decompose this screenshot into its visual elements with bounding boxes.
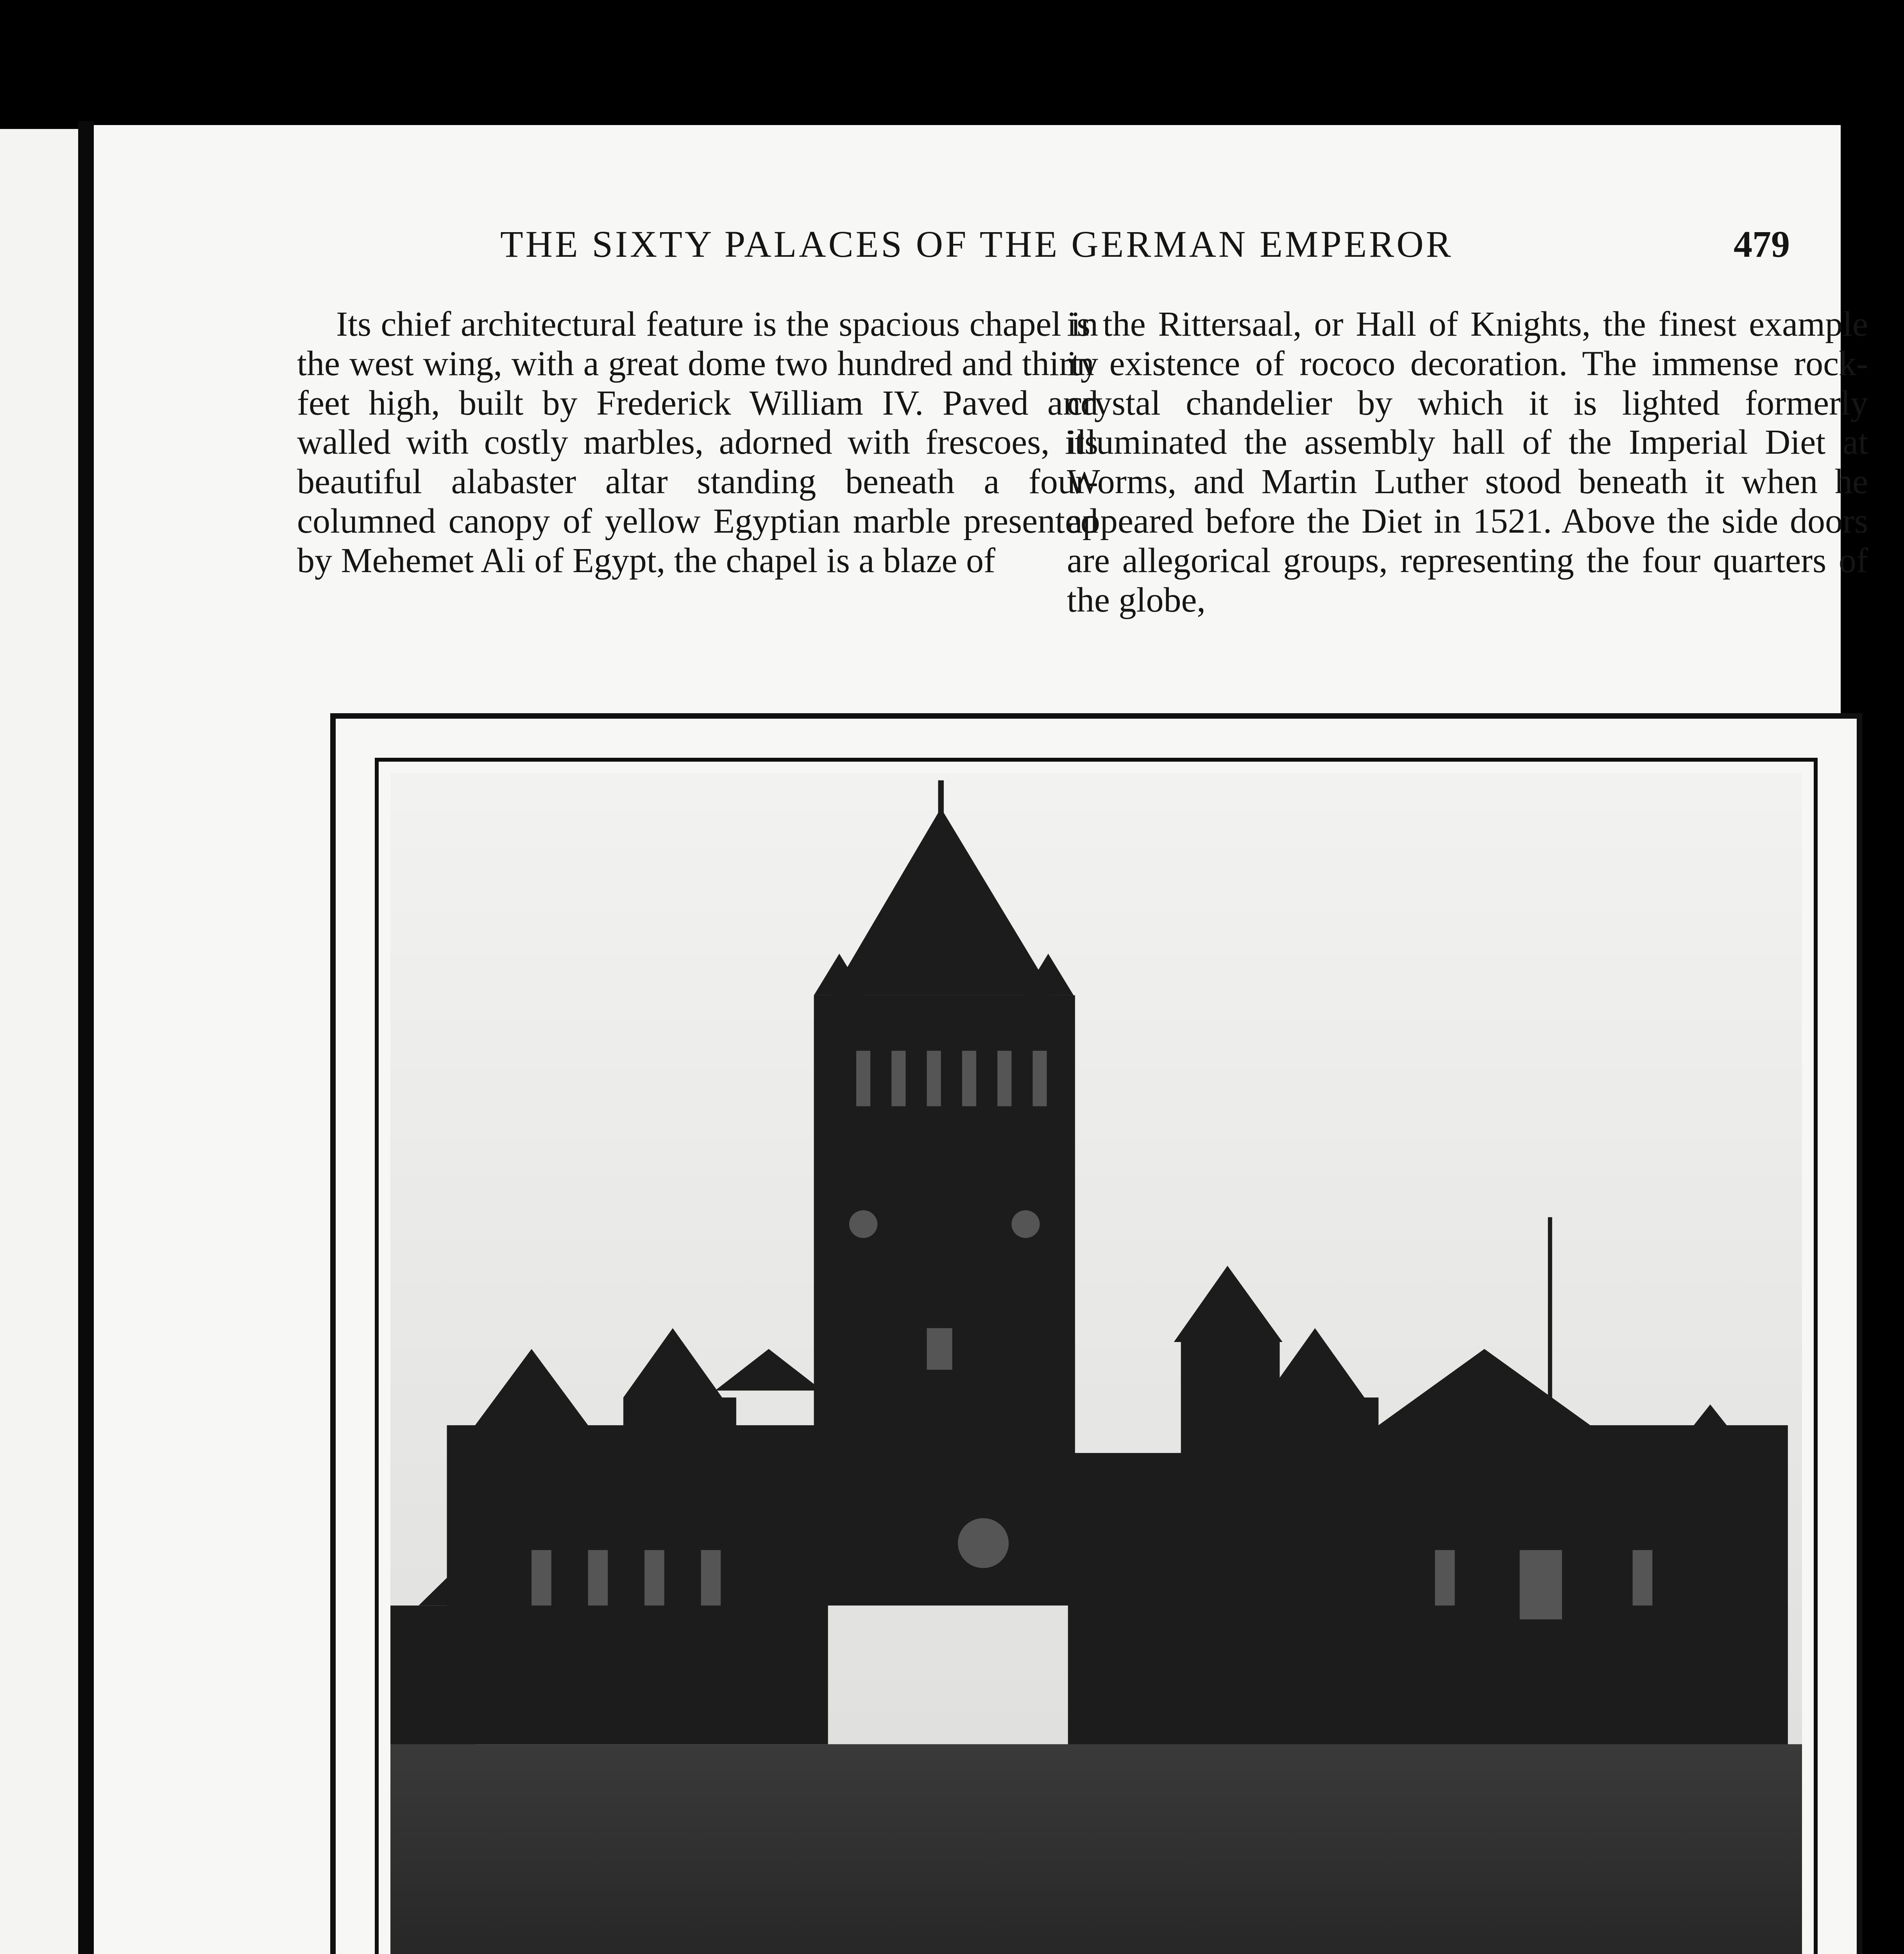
column-right-top: [1067, 305, 1868, 664]
page-number: 479: [1734, 223, 1790, 265]
paragraph: is the Rittersaal, or Hall of Knights, the finest example in existence of rococo decoration. The immense rock-crystal chandelier by which it is lighted formerly illuminated the assembly hall of the Imperial Diet at Worms, and Martin Luther stood beneath it when he appeared before the Diet in 1521. Above the side doors are allegorical groups, representing the four quarters of the globe,: [1067, 305, 1868, 619]
facing-page-edge: [0, 129, 78, 1954]
flagpole: [1548, 1217, 1552, 1425]
page-gutter: [78, 121, 94, 1954]
paragraph: Its chief architectural feature is the spacious chapel in the west wing, with a great dome two hundred and thirty feet high, built by Frederick William IV. Paved and walled with costly marbles, adorned with frescoes, its beautiful alabaster altar standing beneath a four-columned canopy of yellow Egyptian marble presented by Mehemet Ali of Egypt, the chapel is a blaze of: [297, 305, 1098, 580]
photograph-royal-schloss: [390, 773, 1802, 1954]
photo-frame: [330, 713, 1862, 1954]
column-left-top: [297, 305, 1098, 664]
photo-inner-border: [375, 758, 1818, 1954]
scan-top-border: [0, 0, 1904, 129]
forecourt: [390, 1744, 1802, 1954]
running-head: THE SIXTY PALACES OF THE GERMAN EMPEROR: [500, 223, 1453, 265]
magazine-page: [94, 125, 1868, 1954]
